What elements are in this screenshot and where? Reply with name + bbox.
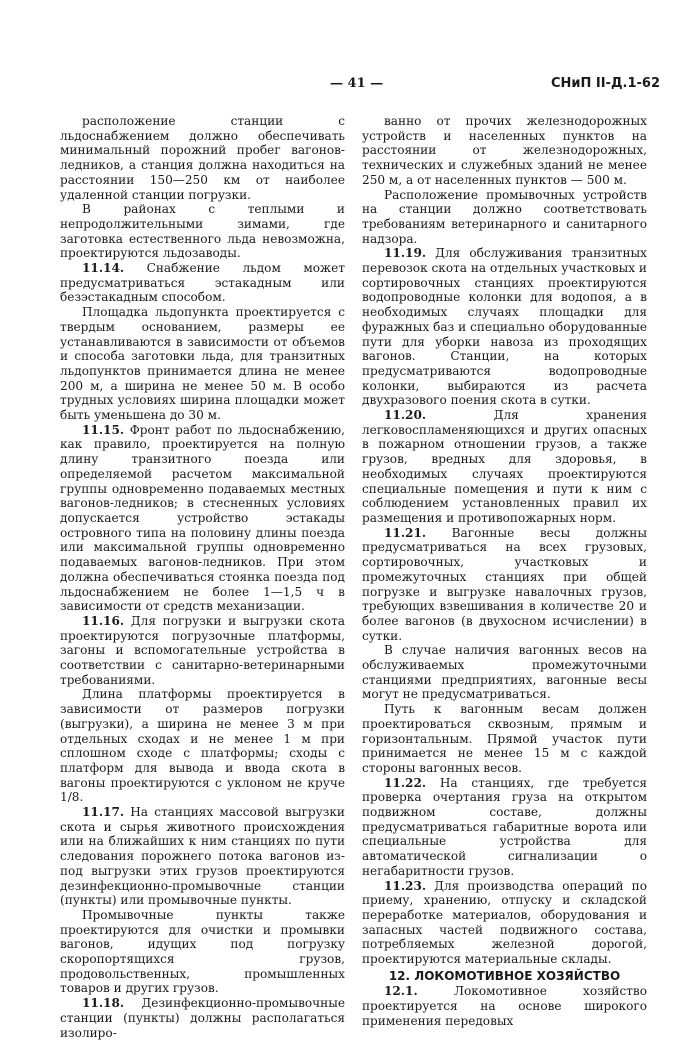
clause-number: 11.22. — [384, 775, 427, 790]
paragraph — [60, 805, 345, 908]
paragraph — [362, 702, 647, 776]
paragraph-text: Для обслуживания транзитных перевозок скота на отдельных участковых и сортировочных станциях проектируются водопроводные колонки для водопоя, а в необходимых случаях площадки для фуражных баз и специально оборудованные пути для уборки навоза из проходящих вагонов. Станции, на которых предусматриваются водопроводные колонки, выбираются из расчета двухразового поения скота в сутки. — [362, 246, 647, 408]
clause-number: 11.14. — [82, 261, 125, 276]
paragraph-text: Путь к вагонным весам должен проектироваться сквозным, прямым и горизонтальным. Прямой участок пути принимается не менее 15 м с каждой стороны вагонных весов. — [362, 702, 647, 775]
clause-number: 12.1. — [384, 984, 418, 999]
paragraph — [60, 202, 345, 261]
paragraph — [60, 687, 345, 805]
paragraph-text: Дезинфекционно-промывочные станции (пункты) должны располагаться изолиро- — [60, 996, 345, 1040]
right-column — [362, 114, 647, 1029]
paragraph-text: Для производства операций по приему, хранению, отпуску и складской переработке материалов, оборудования и запасных частей подвижного состава, потребляемых железной дорогой, проектируются материальные склады. — [362, 878, 647, 967]
paragraph — [362, 408, 647, 526]
clause-number: 11.18. — [82, 996, 125, 1011]
paragraph-text: В случае наличия вагонных весов на обслуживаемых промежуточными станциями предприятиях, вагонные весы могут не предусматриваться. — [362, 643, 647, 702]
paragraph — [362, 114, 647, 188]
paragraph — [362, 246, 647, 408]
paragraph — [60, 614, 345, 688]
section-heading: 12. ЛОКОМОТИВНОЕ ХОЗЯЙСТВО — [388, 968, 621, 983]
left-column — [60, 114, 345, 1040]
paragraph-text: Площадка льдопункта проектируется с твердым основанием, размеры ее устанавливаются в зависимости от объемов и способа заготовки льда, для транзитных льдопунктов принимается длина не менее 200 м, а ширина не менее 50 м. В особо трудных условиях ширина площадки может быть уменьшена до 30 м. — [60, 305, 345, 423]
paragraph-text: расположение станции с льдоснабжением должно обеспечивать минимальный порожний пробег вагонов-ледников, а станция должна находиться на расстоянии 150—250 км от наиболее удаленной станции погрузки. — [60, 114, 345, 202]
paragraph-text: На станциях массовой выгрузки скота и сырья животного происхождения или на ближайших к ним станциях по пути следования порожнего потока вагонов из-под выгрузки этих грузов проектируются дезинфекционно-промывочные станции (пункты) или промывочные пункты. — [60, 805, 345, 908]
clause-number: 11.21. — [384, 525, 427, 540]
paragraph — [60, 908, 345, 996]
paragraph — [362, 776, 647, 879]
paragraph-text: Для погрузки и выгрузки скота проектируются погрузочные платформы, загоны и вспомогательные устройства в соответствии с санитарно-ветеринарными требованиями. — [60, 613, 345, 687]
paragraph-text: Расположение промывочных устройств на станции должно соответствовать требованиям ветеринарного и санитарного надзора. — [362, 187, 647, 246]
paragraph — [60, 114, 345, 202]
page-number: — 41 — — [330, 76, 384, 91]
paragraph — [60, 423, 345, 614]
clause-number: 11.23. — [384, 878, 427, 893]
clause-number: 11.19. — [384, 246, 427, 261]
paragraph-text: Вагонные весы должны предусматриваться на всех грузовых, сортировочных, участковых и промежуточных станциях при общей погрузке и выгрузке навалочных грузов, требующих взвешивания в количестве 20 и более вагонов (в двухосном исчислении) в сутки. — [362, 525, 647, 643]
paragraph — [60, 996, 345, 1040]
paragraph — [362, 526, 647, 644]
page-header — [60, 76, 660, 96]
paragraph — [60, 305, 345, 423]
paragraph-text: Фронт работ по льдоснабжению, как правило, проектируется на полную длину транзитного поезда или определяемой расчетом максимальной группы одновременно подаваемых местных вагонов-ледников; в стесненных условиях допускается устройство эстакады островного типа на половину длины поезда или максимальной группы одновременно подаваемых вагонов-ледников. При этом должна обеспечиваться стоянка поезда под льдоснабжением не более 1—1,5 ч в зависимости от средств механизации. — [60, 422, 345, 614]
paragraph — [362, 879, 647, 967]
clause-number: 11.20. — [384, 408, 427, 423]
paragraph — [362, 984, 647, 1028]
document-code: СНиП II-Д.1-62 — [550, 76, 660, 91]
paragraph-text: Промывочные пункты также проектируются для очистки и промывки вагонов, идущих под погрузку скоропортящихся грузов, продовольственных, промышленных товаров и других грузов. — [60, 907, 345, 996]
paragraph — [362, 188, 647, 247]
clause-number: 11.15. — [82, 422, 125, 437]
paragraph-text: ванно от прочих железнодорожных устройств и населенных пунктов на расстоянии от железнодорожных, технических и служебных зданий не менее 250 м, а от населенных пунктов — 500 м. — [362, 114, 647, 187]
paragraph-text: Для хранения легковоспламеняющихся и других опасных в пожарном отношении грузов, а также грузов, вредных для здоровья, в необходимых случаях проектируются специальные помещения и пути к ним с соблюдением установленных правил их размещения и противопожарных норм. — [362, 408, 647, 525]
clause-number: 11.17. — [82, 805, 125, 820]
paragraph-text: Снабжение льдом может предусматриваться эстакадным или безэстакадным способом. — [60, 261, 345, 305]
paragraph — [60, 261, 345, 305]
clause-number: 11.16. — [82, 613, 125, 628]
paragraph-text: На станциях, где требуется проверка очертания груза на открытом подвижном составе, должны предусматриваться габаритные ворота или специальные устройства для автоматической сигнализации о негабаритности грузов. — [362, 775, 647, 878]
paragraph — [362, 643, 647, 702]
paragraph-text: Локомотивное хозяйство проектируется на основе широкого применения передовых — [362, 984, 647, 1028]
paragraph-text: Длина платформы проектируется в зависимости от размеров погрузки (выгрузки), а ширина не менее 3 м при отдельных сходах и не менее 1 м при сплошном сходе с платформы; сходы с платформ для вывода и ввода скота в вагоны проектируются с уклоном не круче 1/8. — [60, 687, 345, 805]
paragraph-text: В районах с теплыми и непродолжительными зимами, где заготовка естественного льда невозможна, проектируются льдозаводы. — [60, 202, 345, 261]
